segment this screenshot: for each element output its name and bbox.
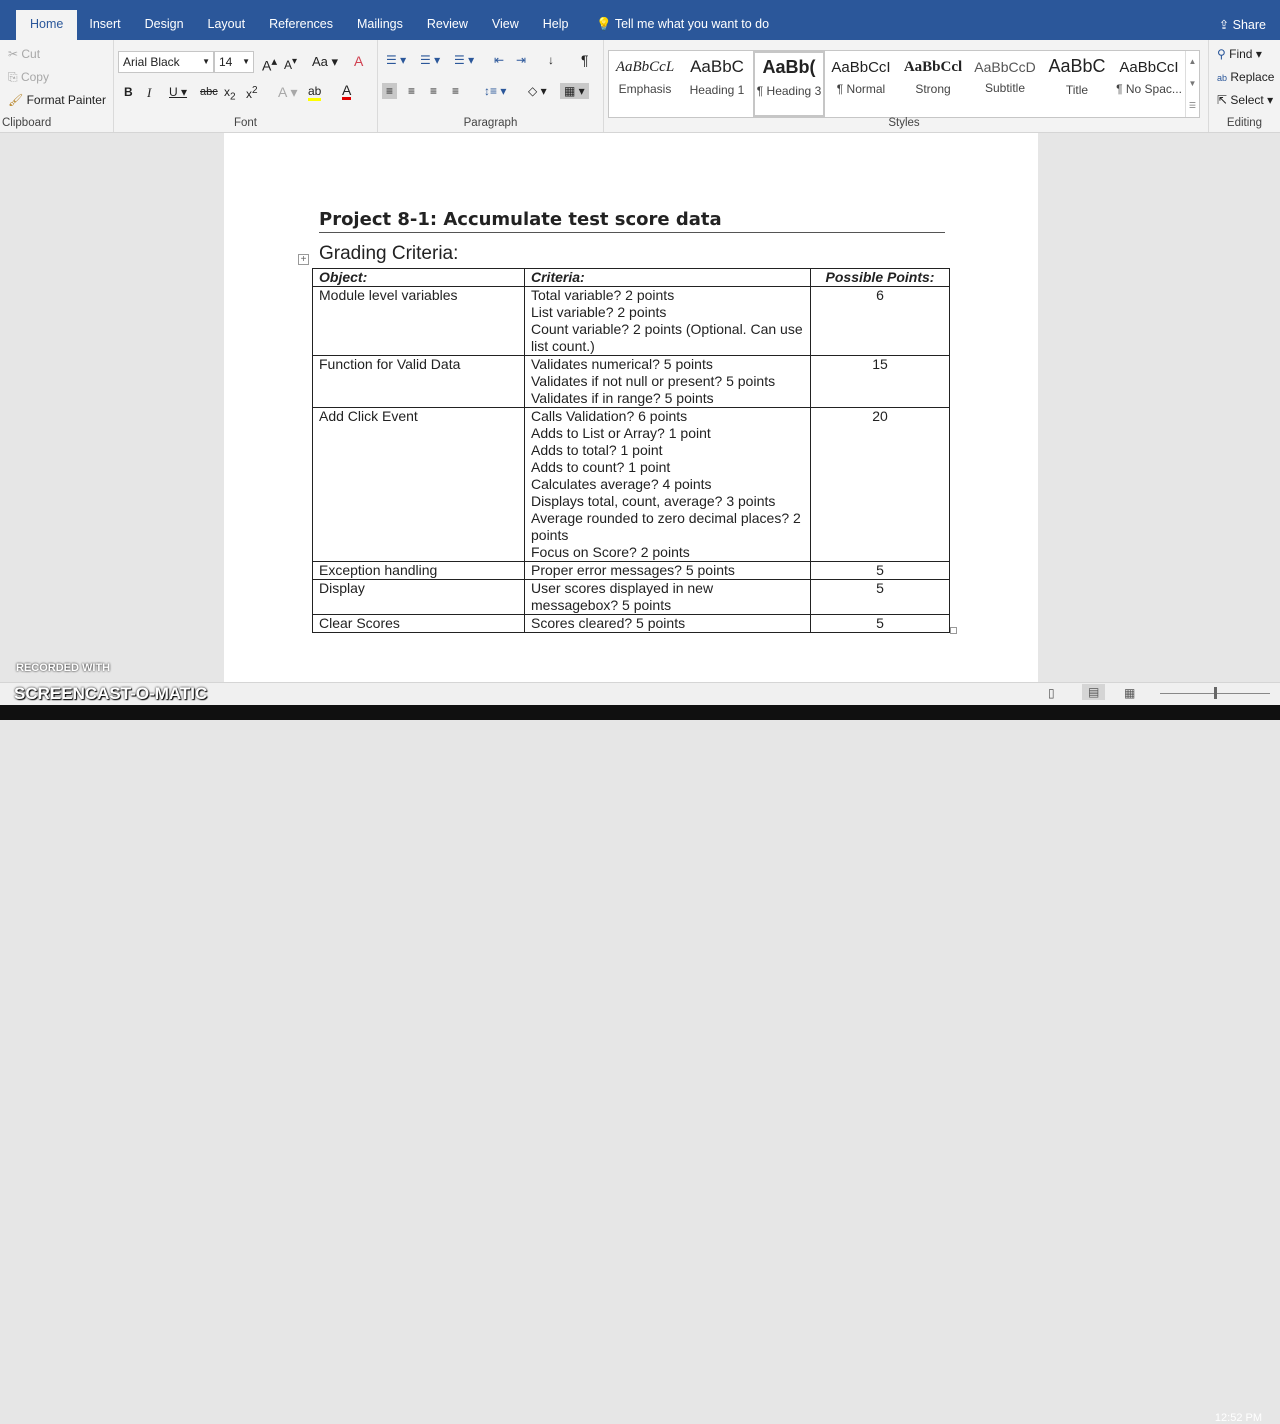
tab-insert[interactable]: Insert bbox=[89, 17, 121, 31]
show-marks-icon[interactable]: ¶ bbox=[581, 52, 589, 68]
share-icon: ⇪ bbox=[1218, 18, 1233, 32]
underline-button[interactable]: U ▾ bbox=[169, 85, 188, 99]
print-layout-icon[interactable]: ▤ bbox=[1082, 684, 1105, 700]
find-label: Find bbox=[1229, 47, 1253, 61]
sort-icon[interactable]: ↓ bbox=[548, 53, 554, 67]
font-group bbox=[114, 40, 378, 132]
points-cell: 15 bbox=[811, 356, 950, 408]
tab-layout[interactable]: Layout bbox=[207, 17, 246, 31]
lightbulb-icon: 💡 bbox=[596, 17, 615, 31]
tab-mailings[interactable]: Mailings bbox=[357, 17, 403, 31]
align-left-icon[interactable]: ≡ bbox=[382, 83, 397, 99]
table-move-handle-icon[interactable]: + bbox=[298, 254, 309, 265]
header-points: Possible Points: bbox=[811, 269, 950, 287]
table-row bbox=[313, 615, 950, 633]
search-icon: ⚲ bbox=[1217, 47, 1226, 61]
object-cell: Display bbox=[313, 580, 525, 615]
shading-icon[interactable]: ◇ ▾ bbox=[528, 84, 547, 98]
zoom-slider-thumb[interactable] bbox=[1214, 687, 1217, 699]
font-name-select[interactable] bbox=[118, 51, 214, 73]
grading-table bbox=[312, 268, 950, 633]
style-title[interactable] bbox=[1041, 51, 1113, 117]
object-cell: Add Click Event bbox=[313, 408, 525, 562]
style-preview: AaBbCcl bbox=[903, 59, 963, 75]
criteria-line: Adds to List or Array? 1 point bbox=[531, 425, 711, 441]
select-button[interactable]: ⇱ Select ▾ bbox=[1217, 93, 1274, 107]
style-heading-1[interactable] bbox=[681, 51, 753, 117]
header-criteria: Criteria: bbox=[525, 269, 811, 287]
style-preview: AaBbCcI bbox=[831, 59, 891, 76]
style-name: Subtitle bbox=[984, 81, 1026, 95]
borders-icon[interactable]: ▦ ▾ bbox=[560, 83, 589, 99]
criteria-cell bbox=[525, 580, 811, 615]
clear-formatting-icon[interactable]: A bbox=[354, 53, 364, 69]
table-row bbox=[313, 287, 950, 356]
clock: 12:52 PM bbox=[1214, 1412, 1262, 1424]
align-center-icon[interactable]: ≡ bbox=[408, 84, 416, 98]
criteria-line: List variable? 2 points bbox=[531, 304, 667, 320]
table-resize-handle[interactable] bbox=[950, 627, 957, 634]
highlight-button[interactable]: ab bbox=[308, 84, 321, 101]
points-cell: 20 bbox=[811, 408, 950, 562]
share-button[interactable] bbox=[1219, 17, 1266, 32]
copy-label: Copy bbox=[20, 70, 49, 84]
change-case-label: Aa bbox=[312, 54, 328, 69]
criteria-line: Displays total, count, average? 3 points bbox=[531, 493, 776, 509]
chevron-down-icon: ▼ bbox=[202, 57, 210, 66]
style-preview: AaBbCcD bbox=[974, 59, 1036, 75]
criteria-line: Validates if in range? 5 points bbox=[531, 390, 714, 406]
object-cell: Clear Scores bbox=[313, 615, 525, 633]
chevron-down-icon: ▼ bbox=[242, 57, 250, 66]
table-row bbox=[313, 562, 950, 580]
cut-button[interactable]: ✂ Cut bbox=[8, 47, 41, 61]
superscript-button[interactable]: $x^2$ bbox=[246, 85, 258, 101]
criteria-line: Proper error messages? 5 points bbox=[531, 562, 735, 578]
criteria-line: Calculates average? 4 points bbox=[531, 476, 712, 492]
multilevel-list-icon[interactable]: ☰ ▾ bbox=[454, 53, 475, 67]
criteria-line: Count variable? 2 points (Optional. Can use list count.) bbox=[531, 321, 803, 354]
select-label: Select bbox=[1230, 93, 1264, 107]
criteria-line: Validates numerical? 5 points bbox=[531, 356, 713, 372]
criteria-line: Adds to count? 1 point bbox=[531, 459, 671, 475]
style-preview: AaBb( bbox=[762, 57, 816, 77]
styles-gallery bbox=[608, 50, 1200, 118]
font-size-select[interactable] bbox=[214, 51, 254, 73]
bold-button[interactable]: B bbox=[124, 85, 133, 99]
criteria-line: Average rounded to zero decimal places? 2 points bbox=[531, 510, 801, 543]
justify-icon[interactable]: ≡ bbox=[452, 84, 460, 98]
tab-home[interactable]: Home bbox=[16, 10, 77, 48]
style-emphasis[interactable] bbox=[609, 51, 681, 117]
points-cell: 6 bbox=[811, 287, 950, 356]
style-name: Title bbox=[1065, 83, 1089, 97]
style-name: Strong bbox=[915, 82, 951, 96]
change-case-button[interactable]: Aa ▾ bbox=[312, 54, 339, 69]
format-painter-label: Format Painter bbox=[26, 93, 106, 107]
style-name: ¶ No Spac... bbox=[1116, 82, 1182, 96]
criteria-line: Calls Validation? 6 points bbox=[531, 408, 688, 424]
criteria-cell bbox=[525, 287, 811, 356]
document-title: Project 8-1: Accumulate test score data bbox=[319, 209, 945, 233]
text-effects-button[interactable]: A ▾ bbox=[278, 84, 298, 100]
paragraph-group bbox=[378, 40, 604, 132]
strikethrough-button[interactable]: abc bbox=[200, 86, 218, 98]
points-cell: 5 bbox=[811, 562, 950, 580]
subscript-button[interactable]: $x_2$ bbox=[224, 85, 236, 103]
cut-label: Cut bbox=[21, 47, 41, 61]
style-preview: AaBbCcI bbox=[1119, 59, 1179, 76]
object-cell: Exception handling bbox=[313, 562, 525, 580]
line-spacing-icon[interactable]: ↕≡ ▾ bbox=[484, 84, 507, 98]
cursor-icon: ⇱ bbox=[1217, 93, 1228, 107]
brush-icon: 🖌 bbox=[8, 93, 24, 107]
style-preview: AaBbCcL bbox=[615, 59, 675, 75]
align-right-icon[interactable]: ≡ bbox=[430, 84, 438, 98]
style-preview: AaBbC bbox=[690, 57, 744, 76]
tab-review[interactable]: Review bbox=[426, 17, 468, 31]
find-button[interactable]: ⚲ Find ▾ bbox=[1217, 47, 1262, 61]
style-heading-3[interactable] bbox=[753, 51, 825, 117]
watermark-line1: RECORDED WITH bbox=[16, 662, 111, 674]
web-layout-icon[interactable]: ▦ bbox=[1124, 686, 1136, 700]
clipboard-group bbox=[0, 40, 114, 132]
editing-label: Editing bbox=[1226, 117, 1263, 129]
style-name: Heading 1 bbox=[689, 83, 745, 97]
criteria-cell bbox=[525, 615, 811, 633]
styles-scrollbar[interactable]: ▲ ▼ ☰ bbox=[1185, 51, 1199, 117]
tab-design[interactable]: Design bbox=[144, 17, 184, 31]
bullets-icon[interactable]: ☰ ▾ bbox=[386, 53, 407, 67]
decrease-indent-icon[interactable]: ⇤ bbox=[494, 53, 505, 67]
format-painter-button[interactable] bbox=[8, 93, 106, 107]
style-preview: AaBbC bbox=[1048, 56, 1106, 76]
copy-button[interactable]: ⎘ Copy bbox=[8, 70, 49, 84]
grading-heading: Grading Criteria: bbox=[319, 243, 459, 264]
watermark-line2: SCREENCAST-O-MATIC bbox=[14, 684, 208, 703]
criteria-line: User scores displayed in new messagebox? 5 points bbox=[531, 580, 714, 613]
tab-references[interactable]: References bbox=[269, 17, 333, 31]
criteria-cell bbox=[525, 356, 811, 408]
table-row bbox=[313, 356, 950, 408]
increase-indent-icon[interactable]: ⇥ bbox=[516, 53, 527, 67]
table-header-row bbox=[313, 269, 950, 287]
style-name: ¶ Heading 3 bbox=[756, 84, 822, 98]
style-strong[interactable] bbox=[897, 51, 969, 117]
table-row bbox=[313, 408, 950, 562]
criteria-line: Adds to total? 1 point bbox=[531, 442, 663, 458]
replace-button[interactable] bbox=[1217, 70, 1274, 84]
replace-label: Replace bbox=[1230, 70, 1275, 84]
font-size-value: 14 bbox=[219, 55, 233, 69]
style-name: Emphasis bbox=[618, 82, 672, 96]
tab-view[interactable]: View bbox=[491, 17, 519, 31]
criteria-cell bbox=[525, 408, 811, 562]
criteria-cell bbox=[525, 562, 811, 580]
criteria-line: Scores cleared? 5 points bbox=[531, 615, 686, 631]
font-color-button[interactable]: A bbox=[342, 82, 352, 98]
header-object: Object: bbox=[313, 269, 525, 287]
clipboard-label: Clipboard bbox=[2, 117, 52, 129]
style-no-spacing[interactable] bbox=[1113, 51, 1185, 117]
style-name: ¶ Normal bbox=[836, 82, 886, 96]
paragraph-label: Paragraph bbox=[463, 117, 518, 129]
criteria-line: Focus on Score? 2 points bbox=[531, 544, 690, 560]
font-name-value: Arial Black bbox=[123, 55, 180, 69]
object-cell: Module level variables bbox=[313, 287, 525, 356]
tab-help[interactable]: Help bbox=[542, 17, 569, 31]
replace-icon: ab bbox=[1217, 73, 1228, 83]
read-mode-icon[interactable]: ▯ bbox=[1048, 686, 1055, 700]
italic-button[interactable]: I bbox=[147, 85, 152, 100]
ribbon bbox=[0, 40, 1280, 133]
shrink-font-button[interactable]: A▾ bbox=[284, 56, 298, 72]
style-subtitle[interactable] bbox=[969, 51, 1041, 117]
points-cell: 5 bbox=[811, 580, 950, 615]
grow-font-button[interactable]: A▴ bbox=[262, 55, 278, 74]
style-normal[interactable] bbox=[825, 51, 897, 117]
tell-me-label: Tell me what you want to do bbox=[614, 17, 770, 31]
criteria-line: Total variable? 2 points bbox=[531, 287, 675, 303]
font-label: Font bbox=[233, 117, 257, 129]
tell-me-box[interactable] bbox=[596, 17, 769, 32]
share-label: Share bbox=[1232, 18, 1266, 32]
editing-group bbox=[1208, 40, 1280, 132]
points-cell: 5 bbox=[811, 615, 950, 633]
criteria-line: Validates if not null or present? 5 points bbox=[531, 373, 776, 389]
object-cell: Function for Valid Data bbox=[313, 356, 525, 408]
taskbar bbox=[0, 705, 1280, 1424]
table-row bbox=[313, 580, 950, 615]
numbering-icon[interactable]: ☰ ▾ bbox=[420, 53, 441, 67]
styles-label: Styles bbox=[888, 117, 920, 129]
